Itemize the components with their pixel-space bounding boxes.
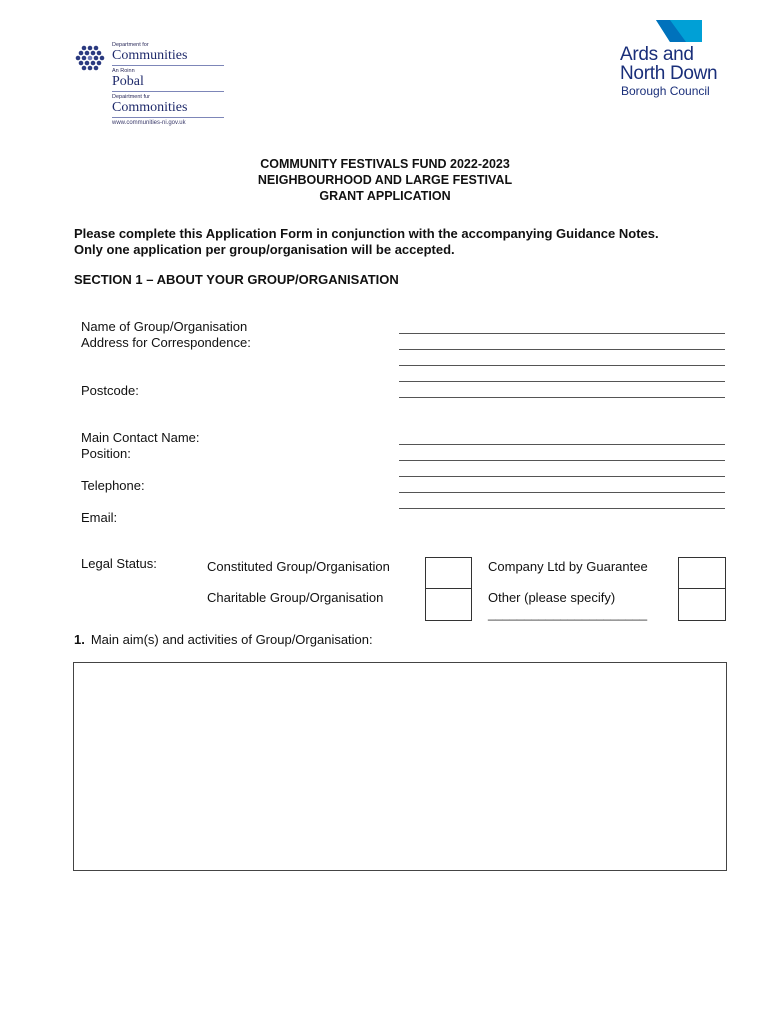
dfc-url: www.communities-ni.gov.uk (112, 120, 186, 126)
address-line-2[interactable] (399, 365, 725, 366)
andc-line2: North Down (620, 63, 718, 84)
postcode-field-line[interactable] (399, 397, 725, 398)
address-line-3[interactable] (399, 381, 725, 382)
checkbox-other[interactable] (678, 588, 726, 621)
form-title (0, 156, 770, 204)
title-line1: COMMUNITY FESTIVALS FUND 2022-2023 (260, 157, 510, 171)
dfc-communities: Communities (112, 48, 188, 63)
position-line-2[interactable] (399, 476, 725, 477)
name-field-line[interactable] (399, 333, 725, 334)
email-label: Email: (81, 510, 118, 525)
andc-logo (618, 20, 738, 100)
andc-flag-icon (656, 20, 702, 42)
name-label: Name of Group/Organisation (81, 319, 248, 334)
dfc-hex-grid-icon (74, 44, 106, 76)
intro-line2: Only one application per group/organisation will be accepted. (74, 241, 455, 257)
contact-label: Main Contact Name: (81, 430, 200, 445)
telephone-field-line[interactable] (399, 492, 725, 493)
q1-text: Main aim(s) and activities of Group/Organisation: (90, 632, 373, 647)
checkbox-company[interactable] (678, 557, 726, 589)
opt-constituted-label: Constituted Group/Organisation (207, 559, 390, 574)
address-label: Address for Correspondence: (81, 335, 251, 350)
postcode-label: Postcode: (81, 383, 139, 398)
dfc-logo (74, 42, 224, 138)
opt-charitable-label: Charitable Group/Organisation (207, 590, 384, 605)
telephone-label: Telephone: (81, 478, 145, 493)
position-field-line[interactable] (399, 460, 725, 461)
q1-answer-box[interactable] (73, 662, 727, 871)
dfc-depairtment: Depairtment fur (112, 94, 150, 100)
dfc-dept-for: Department for (112, 42, 149, 48)
position-label: Position: (81, 446, 131, 461)
other-specify-blank[interactable]: ______________________ (488, 606, 648, 621)
intro-line1: Please complete this Application Form in conjunction with the accompanying Guidance Notes. (74, 226, 659, 241)
checkbox-constituted[interactable] (425, 557, 472, 589)
dfc-commonities: Commonities (112, 100, 188, 115)
opt-company-label: Company Ltd by Guarantee (488, 559, 648, 574)
andc-line3: Borough Council (621, 84, 710, 98)
legal-status-label: Legal Status: (81, 556, 157, 571)
address-line-1[interactable] (399, 349, 725, 350)
andc-line1: Ards and (620, 44, 694, 65)
checkbox-charitable[interactable] (425, 588, 472, 621)
contact-field-line[interactable] (399, 444, 725, 445)
question-1 (74, 632, 373, 647)
section1-heading: SECTION 1 – ABOUT YOUR GROUP/ORGANISATION (74, 272, 399, 287)
title-line3: GRANT APPLICATION (319, 189, 451, 203)
email-field-line[interactable] (399, 508, 725, 509)
dfc-an-roinn: An Roinn (112, 68, 135, 74)
intro-text (74, 226, 659, 257)
title-line2: NEIGHBOURHOOD AND LARGE FESTIVAL (257, 173, 513, 187)
q1-number: 1. (74, 632, 85, 647)
dfc-pobal: Pobal (112, 74, 144, 89)
opt-other-label: Other (please specify) (488, 590, 616, 605)
